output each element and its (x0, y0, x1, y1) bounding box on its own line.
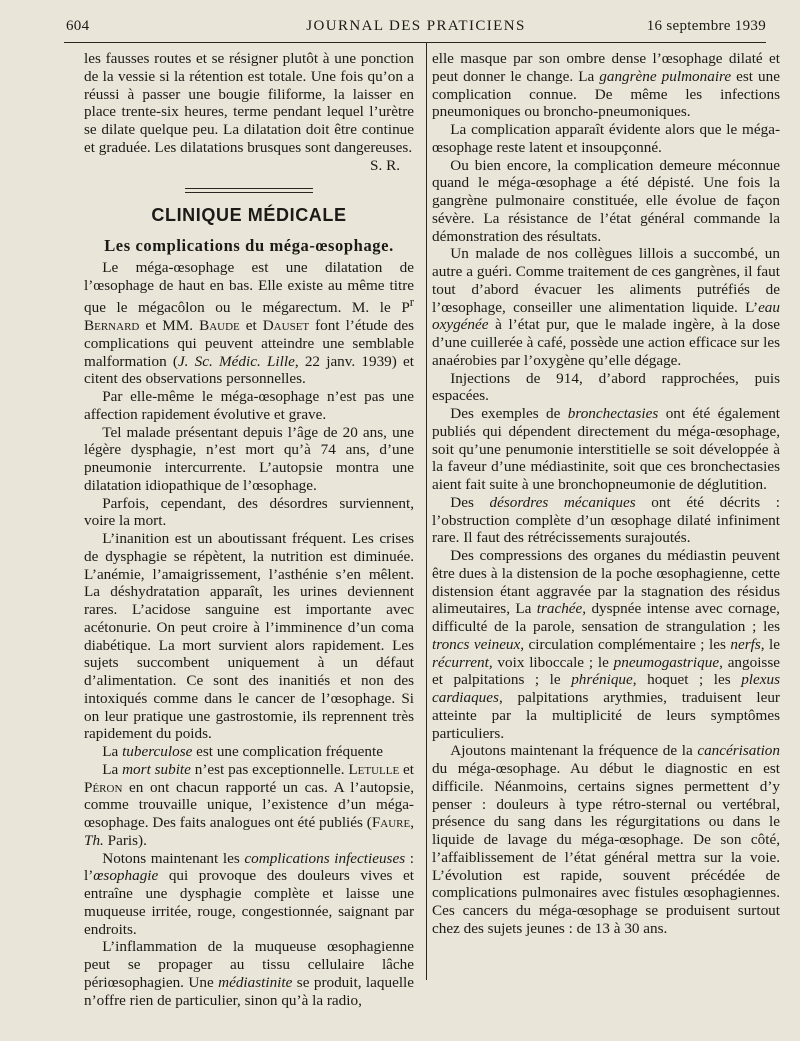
header-rule (64, 42, 766, 43)
section-title: CLINIQUE MÉDICALE (151, 205, 347, 226)
paragraph: Un malade de nos collègues lillois a succombé, un autre a guéri. Comme traitement de ces gangrènes, il faut tout d’abord évacuer les aliments putréfiés de l’œsophage, conseiller une alimentation liquide. L’eau oxygénée à l’état pur, que le malade ingère, à la dose d’une cuillerée à café, possède une action efficace sur les anaérobies par l’oxygène qu’elle dégage. (432, 245, 780, 369)
paragraph: Parfois, cependant, des désordres surviennent, voire la mort. (84, 494, 414, 530)
section-separator (185, 188, 313, 193)
page-header (66, 14, 766, 38)
paragraph: La mort subite n’est pas exceptionnelle. Letulle et Péron en ont chacun rapporté un cas. A l’autopsie, comme trouvaille unique, l’existence d’un méga-œsophage. Des faits analogues ont été publiés (Faure, Th. Paris). (84, 760, 414, 849)
journal-title: JOURNAL DES PRATICIENS (306, 18, 526, 34)
author-signature: S. R. (370, 156, 400, 174)
paragraph: Des exemples de bronchectasies ont été également publiés qui dépendent directement du méga-œsophage, soit qu’une penumonie interstitielle se soit développée à la faveur d’une médiastinite, soit que ces bronchectasies aient fait suite à une bronchopneumonie de déglutition. (432, 405, 781, 493)
page-number: 604 (66, 18, 90, 34)
paragraph: Notons maintenant les complications infectieuses : l’œsophagie qui provoque des douleurs vives et entraîne une dysphagie complète et laisse une muqueuse irritée, rouge, congestionnée, saignant par endroits. (84, 849, 414, 938)
right-column (432, 50, 780, 938)
paragraph: La tuberculose est une complication fréquente (102, 743, 383, 761)
issue-date: 16 septembre 1939 (646, 18, 766, 34)
paragraph: L’inanition est un aboutissant fréquent. Les crises de dysphagie se répètent, la nutrition est diminuée. L’anémie, l’amaigrissement, l’asthénie s’en mêlent. La déshydratation apparaît, les urines deviennent rares. L’acidose sanguine est importante avec acétonurie. On peut croire à l’imminence d’un coma diabétique. La mort survient alors rapidement. Les sujets succombent uniquement à un défaut d’alimentation. Ce sont des inanitiés et non des intoxiqués comme dans le cancer de l’œsophage. Si on leur pratique une gastrostomie, ils reprennent très rapidement du poids. (84, 530, 414, 743)
article-title: Les complications du méga-œsophage. (104, 236, 394, 255)
paragraph: Par elle-même le méga-œsophage n’est pas une affection rapidement évolutive et grave. (84, 388, 414, 423)
paragraph: L’inflammation de la muqueuse œsophagienne peut se propager au tissu cellulaire lâche périœsophagien. Une médiastinite se produit, laquelle n’offre rien de particulier, sinon qu’à la radio, (84, 938, 415, 1009)
paragraph: La complication apparaît évidente alors que le méga-œsophage reste latent et insoupçonné. (432, 121, 780, 156)
paragraph: Ajoutons maintenant la fréquence de la cancérisation du méga-œsophage. Au début le diagnostic en est difficile. Néanmoins, certains signes permettent d’y penser : douleurs à type rétro-sternal ou vertébral, présence du sang dans les régurgitations ou dans le liquide de lavage du méga-œsophage. De son côté, l’affaiblissement de l’état général mettra sur la voie. L’évolution est rapide, souvent précédée de complications pulmonaires avec fistules œsophagiennes. Ces cancers du méga-œsophage se produisent surtout chez des sujets jeunes : de 13 à 30 ans. (432, 742, 780, 937)
paragraph: Des compressions des organes du médiastin peuvent être dues à la distension de la poche œsophagienne, cette distension étant aggravée par la stagnation des résidus alimeutaires, La trachée, dyspnée intense avec cornage, difficulté de la parole, sensation de strangulation ; les troncs veineux, circulation complémentaire ; les nerfs, le récurrent, voix liboccale ; le pneumogastrique, angoisse et palpitations ; le phrénique, hoquet ; les plexus cardiaques, palpitations arythmies, traduisent leur atteinte par la multiplicité de leurs symptômes particuliers. (432, 547, 780, 742)
left-column (84, 50, 414, 1009)
paragraph: Le méga-œsophage est une dilatation de l’œsophage de haut en bas. Elle existe au même titre que le mégacôlon ou le mégarectum. M. le $P^r$ Bernard et MM. Baude et Dauset font l’étude des complications qui peuvent atteindre une semblable malformation (J. Sc. Médic. Lille, 22 janv. 1939) et citent des observations personnelles. (84, 258, 414, 388)
paragraph: elle masque par son ombre dense l’œsophage dilaté et peut donner le change. La gangrène pulmonaire est une complication connue. De même les infections pneumoniques ou broncho-pneumoniques. (432, 50, 780, 121)
paragraph: Ou bien encore, la complication demeure méconnue quand le méga-œsophage a été dépisté. Une fois la gangrène pulmonaire constituée, elle évolue de façon sévère. La résistance de l’état général commande la démonstration des résultats. (432, 156, 780, 245)
column-divider (426, 42, 427, 980)
paragraph: Tel malade présentant depuis l’âge de 20 ans, une légère dysphagie, n’est mort qu’à 74 ans, d’une pneumonie intercurrente. L’autopsie montra une dilatation idiopathique de l’œsophage. (84, 423, 414, 494)
paragraph: les fausses routes et se résigner plutôt à une ponction de la vessie si la rétention est totale. Une fois qu’on a réussi à passer une bougie filiforme, la laisser en place trente-six heures, terme pendant lequel l’urètre se dilate quelque peu. La dilatation doit être continue et graduée. Les dilatations brusques sont dangereuses. (84, 50, 414, 156)
paragraph: Des désordres mécaniques ont été décrits : l’obstruction complète d’un œsophage dilaté infiniment rare. Il faut des rétrécissements surajoutés. (432, 493, 780, 547)
paragraph: Injections de 914, d’abord rapprochées, puis espacées. (432, 369, 780, 405)
